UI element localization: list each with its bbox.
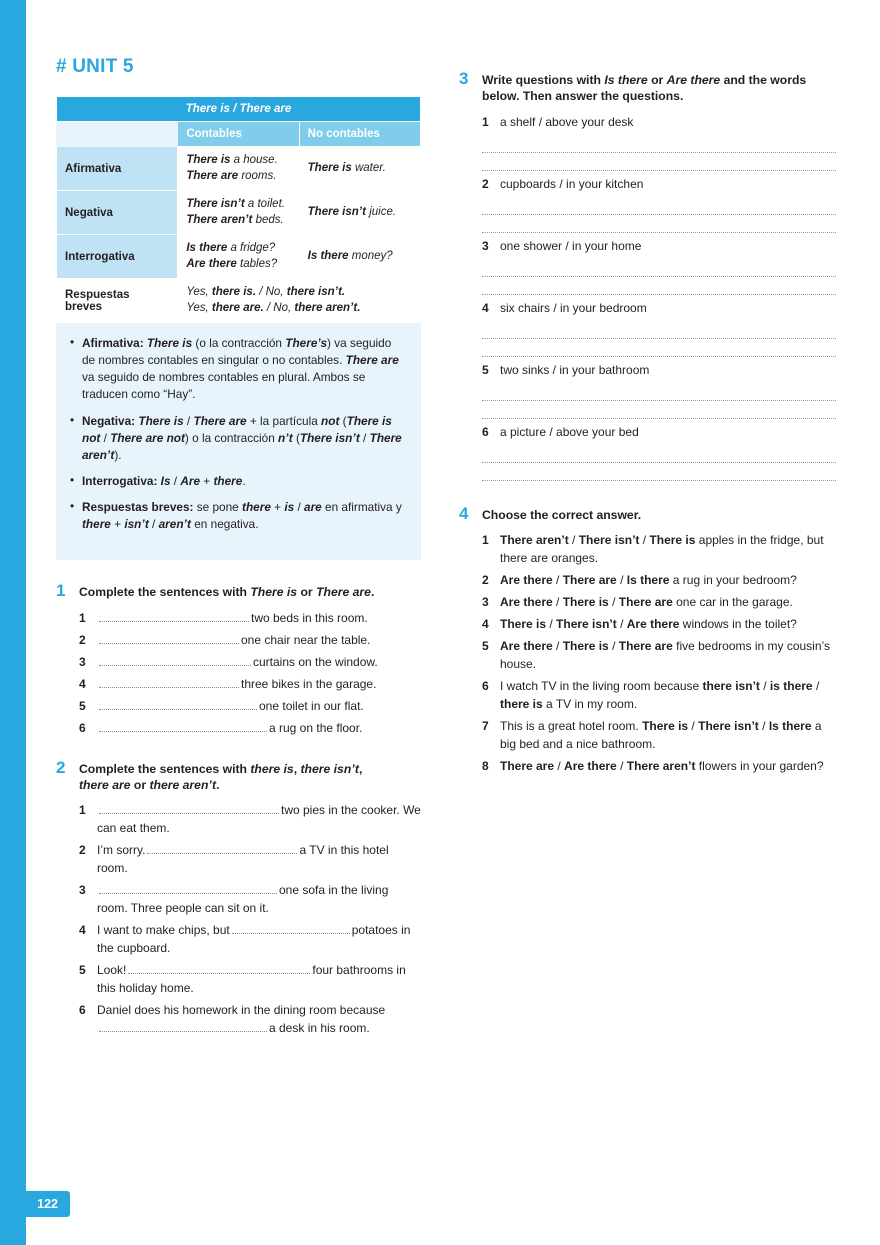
item-text: two pies in the cooker. We can eat them. [97, 803, 421, 836]
table-row [57, 235, 421, 279]
option-choice[interactable]: There aren’t [500, 533, 569, 548]
exercise-1-number: 1 [56, 581, 66, 601]
item-number: 6 [482, 424, 489, 439]
item-number: 3 [482, 595, 489, 610]
grammar-cell-interrogative-uncountable: Is there money? [299, 235, 420, 279]
exercise-1-items [79, 609, 421, 737]
list-item [482, 361, 836, 419]
list-item [482, 423, 836, 481]
exercise-1-title: Complete the sentences with There is or There are. [79, 585, 375, 600]
answer-blank[interactable] [99, 676, 239, 688]
list-item [482, 531, 836, 567]
answer-blank[interactable] [232, 922, 350, 934]
option-choice[interactable]: Are there [500, 595, 553, 610]
answer-line[interactable] [482, 135, 836, 153]
answer-blank[interactable] [99, 610, 249, 622]
exercise-3-title: Write questions with Is there or Are there and the words below. Then answer the questions. [482, 73, 807, 104]
exercise-4-title: Choose the correct answer. [482, 507, 642, 522]
option-choice[interactable]: There is [500, 617, 547, 632]
option-choice[interactable]: There is [562, 595, 609, 610]
list-item [79, 653, 421, 671]
item-number: 4 [482, 300, 489, 315]
grammar-cell-negative-countable: There isn’t a toilet. There aren’t beds. [178, 191, 299, 235]
item-number: 6 [482, 679, 489, 694]
item-number: 2 [482, 573, 489, 588]
option-choice[interactable]: there isn’t [702, 679, 760, 694]
exercise-2-title: Complete the sentences with there is, there isn’t, there are or there aren’t. [79, 761, 363, 792]
option-choice[interactable]: There are [500, 759, 555, 774]
answer-blank[interactable] [99, 882, 277, 894]
grammar-cell-affirmative-countable: There is a house. There are rooms. [178, 147, 299, 191]
exercise-3-number: 3 [459, 69, 469, 88]
item-number: 3 [79, 883, 86, 898]
item-text: I’m sorry. a TV in this hotel room. [97, 843, 389, 876]
grammar-row-label-affirmative: Afirmativa [57, 147, 178, 191]
answer-blank[interactable] [128, 962, 310, 974]
grammar-note-affirmative: • Afirmativa: There is (o la contracción There’s) va seguido de nombres contables en singular o no contables. There are va seguido de nombres contables en plural. Ambos se traducen como “Hay”. [70, 335, 407, 403]
grammar-notes [56, 323, 421, 546]
list-item [482, 677, 836, 713]
option-choice[interactable]: There is [642, 719, 689, 734]
item-text: curtains on the window. [97, 653, 421, 671]
left-column [56, 56, 421, 1041]
item-text: three bikes in the garage. [97, 675, 421, 693]
list-item [79, 675, 421, 693]
grammar-note-short-answers: • Respuestas breves: se pone there + is / are en afirmativa y there + isn’t / aren’t en negativa. [70, 499, 407, 533]
list-item [482, 175, 836, 233]
item-number: 8 [482, 759, 489, 774]
option-choice[interactable]: There isn’t [698, 719, 759, 734]
grammar-cell-interrogative-countable: Is there a fridge? Are there tables? [178, 235, 299, 279]
exercise-4-number: 4 [459, 503, 469, 523]
list-item [482, 299, 836, 357]
item-number: 4 [79, 676, 86, 691]
grammar-cell-short-answers: Yes, there is. / No, there isn’t. Yes, there are. / No, there aren’t. [178, 279, 421, 323]
grammar-row-label-interrogative: Interrogativa [57, 235, 178, 279]
answer-lines[interactable] [482, 135, 836, 171]
item-number: 3 [482, 238, 489, 253]
answer-blank[interactable] [99, 632, 239, 644]
item-number: 1 [79, 610, 86, 625]
item-text: two sinks / in your bathroom [500, 362, 650, 377]
page-content [56, 56, 836, 1041]
item-text: a picture / above your bed [500, 424, 639, 439]
list-item [482, 593, 836, 611]
item-number: 5 [482, 362, 489, 377]
answer-line[interactable] [482, 215, 836, 233]
list-item [482, 237, 836, 295]
exercise-4 [459, 505, 836, 775]
item-number: 5 [79, 698, 86, 713]
option-choice[interactable]: is there [769, 679, 813, 694]
exercise-2-number: 2 [56, 757, 66, 777]
answer-blank[interactable] [99, 654, 251, 666]
item-text: one toilet in our flat. [97, 697, 421, 715]
answer-lines[interactable] [482, 383, 836, 419]
answer-line[interactable] [482, 401, 836, 419]
item-number: 2 [79, 843, 86, 858]
item-text: six chairs / in your bedroom [500, 300, 647, 315]
item-number: 4 [79, 923, 86, 938]
list-item [482, 615, 836, 633]
item-text: cupboards / in your kitchen [500, 176, 644, 191]
exercise-2-items [79, 801, 421, 1037]
page-number: 122 [0, 1191, 70, 1217]
grammar-header-corner [57, 122, 178, 147]
item-text: a rug on the floor. [97, 719, 421, 737]
answer-line[interactable] [482, 197, 836, 215]
grammar-row-label-negative: Negativa [57, 191, 178, 235]
item-text: a shelf / above your desk [500, 114, 634, 129]
option-choice[interactable]: there is [500, 697, 543, 712]
exercise-3 [459, 70, 836, 481]
item-text: two beds in this room. [97, 609, 421, 627]
item-text: one chair near the table. [97, 631, 421, 649]
list-item [79, 609, 421, 627]
list-item [482, 717, 836, 753]
option-choice[interactable]: Are there [626, 617, 680, 632]
grammar-header-uncountable: No contables [299, 122, 420, 147]
item-number: 1 [79, 803, 86, 818]
list-item [79, 841, 421, 877]
grammar-note-negative: • Negativa: There is / There are + la partícula not (There is not / There are not) o la contracción n’t (There isn’t / There aren’t). [70, 413, 407, 464]
answer-blank[interactable] [99, 698, 257, 710]
item-text: Daniel does his homework in the dining room becausea desk in his room. [97, 1003, 386, 1036]
option-choice[interactable]: Are there [500, 573, 553, 588]
grammar-table-title-row [57, 97, 421, 122]
item-text: one sofa in the living room. Three people can sit on it. [97, 883, 389, 916]
grammar-row-label-short-answers: Respuestas breves [57, 279, 178, 323]
list-item [482, 113, 836, 171]
table-row [57, 279, 421, 323]
exercise-1 [56, 582, 421, 736]
list-item [79, 697, 421, 715]
option-choice[interactable]: Is there [626, 573, 670, 588]
option-choice[interactable]: There are [618, 639, 673, 654]
grammar-table [56, 96, 421, 323]
item-number: 7 [482, 719, 489, 734]
grammar-box [56, 96, 421, 560]
item-text: one shower / in your home [500, 238, 642, 253]
option-choice[interactable]: There aren’t [626, 759, 696, 774]
option-choice[interactable]: Are there [564, 759, 617, 774]
option-choice[interactable]: Are there [500, 639, 553, 654]
option-choice[interactable]: There isn’t [578, 533, 640, 548]
list-item [79, 801, 421, 837]
item-number: 5 [79, 963, 86, 978]
grammar-cell-negative-uncountable: There isn’t juice. [299, 191, 420, 235]
item-text: There aren’t / There isn’t / There is apples in the fridge, but there are oranges. [500, 533, 824, 566]
exercise-4-items [482, 531, 836, 775]
list-item [79, 1001, 421, 1037]
answer-blank[interactable] [99, 720, 267, 732]
answer-lines[interactable] [482, 321, 836, 357]
grammar-cell-affirmative-uncountable: There is water. [299, 147, 420, 191]
option-choice[interactable]: There is [562, 639, 609, 654]
list-item [79, 631, 421, 649]
grammar-header-countable: Contables [178, 122, 299, 147]
list-item [79, 719, 421, 737]
item-number: 6 [79, 1003, 86, 1018]
option-choice[interactable]: There is [649, 533, 696, 548]
answer-blank[interactable] [99, 1020, 267, 1032]
grammar-note-interrogative: • Interrogativa: Is / Are + there. [70, 473, 407, 490]
option-choice[interactable]: There isn’t [556, 617, 617, 632]
item-text: This is a great hotel room. There is / There isn’t / Is there a big bed and a nice bathroom. [500, 719, 822, 752]
list-item [482, 637, 836, 673]
item-number: 2 [482, 176, 489, 191]
option-choice[interactable]: There are [618, 595, 673, 610]
item-text: Look! four bathrooms in this holiday home. [97, 963, 406, 996]
table-row [57, 147, 421, 191]
item-text: Are there / There is / There are one car in the garage. [500, 595, 793, 610]
left-edge-bar [0, 0, 26, 1245]
grammar-table-header-row [57, 122, 421, 147]
item-number: 3 [79, 654, 86, 669]
list-item [79, 881, 421, 917]
answer-line[interactable] [482, 259, 836, 277]
page-title: # UNIT 5 [56, 56, 134, 77]
item-text: There is / There isn’t / Are there windows in the toilet? [500, 617, 797, 632]
exercise-3-items [482, 113, 836, 481]
answer-line[interactable] [482, 153, 836, 171]
table-row [57, 191, 421, 235]
list-item [79, 921, 421, 957]
item-number: 2 [79, 632, 86, 647]
item-number: 4 [482, 617, 489, 632]
answer-lines[interactable] [482, 197, 836, 233]
item-number: 1 [482, 114, 489, 129]
item-text: Are there / There is / There are five bedrooms in my cousin’s house. [500, 639, 830, 672]
list-item [79, 961, 421, 997]
answer-line[interactable] [482, 383, 836, 401]
answer-lines[interactable] [482, 445, 836, 481]
list-item [482, 571, 836, 589]
answer-line[interactable] [482, 277, 836, 295]
answer-line[interactable] [482, 339, 836, 357]
answer-lines[interactable] [482, 259, 836, 295]
list-item [482, 757, 836, 775]
answer-line[interactable] [482, 445, 836, 463]
item-number: 6 [79, 720, 86, 735]
item-number: 1 [482, 533, 489, 548]
answer-blank[interactable] [99, 802, 279, 814]
answer-line[interactable] [482, 463, 836, 481]
right-column [459, 56, 836, 1041]
option-choice[interactable]: There are [562, 573, 617, 588]
item-text: I watch TV in the living room because there isn’t / is there / there is a TV in my room. [500, 679, 820, 712]
item-text: I want to make chips, but potatoes in the cupboard. [97, 923, 411, 956]
answer-blank[interactable] [147, 842, 297, 854]
option-choice[interactable]: Is there [768, 719, 812, 734]
item-text: There are / Are there / There aren’t flowers in your garden? [500, 759, 824, 774]
answer-line[interactable] [482, 321, 836, 339]
exercise-2 [56, 759, 421, 1038]
grammar-table-title: There is / There are [57, 97, 421, 122]
item-number: 5 [482, 639, 489, 654]
item-text: Are there / There are / Is there a rug in your bedroom? [500, 573, 797, 588]
